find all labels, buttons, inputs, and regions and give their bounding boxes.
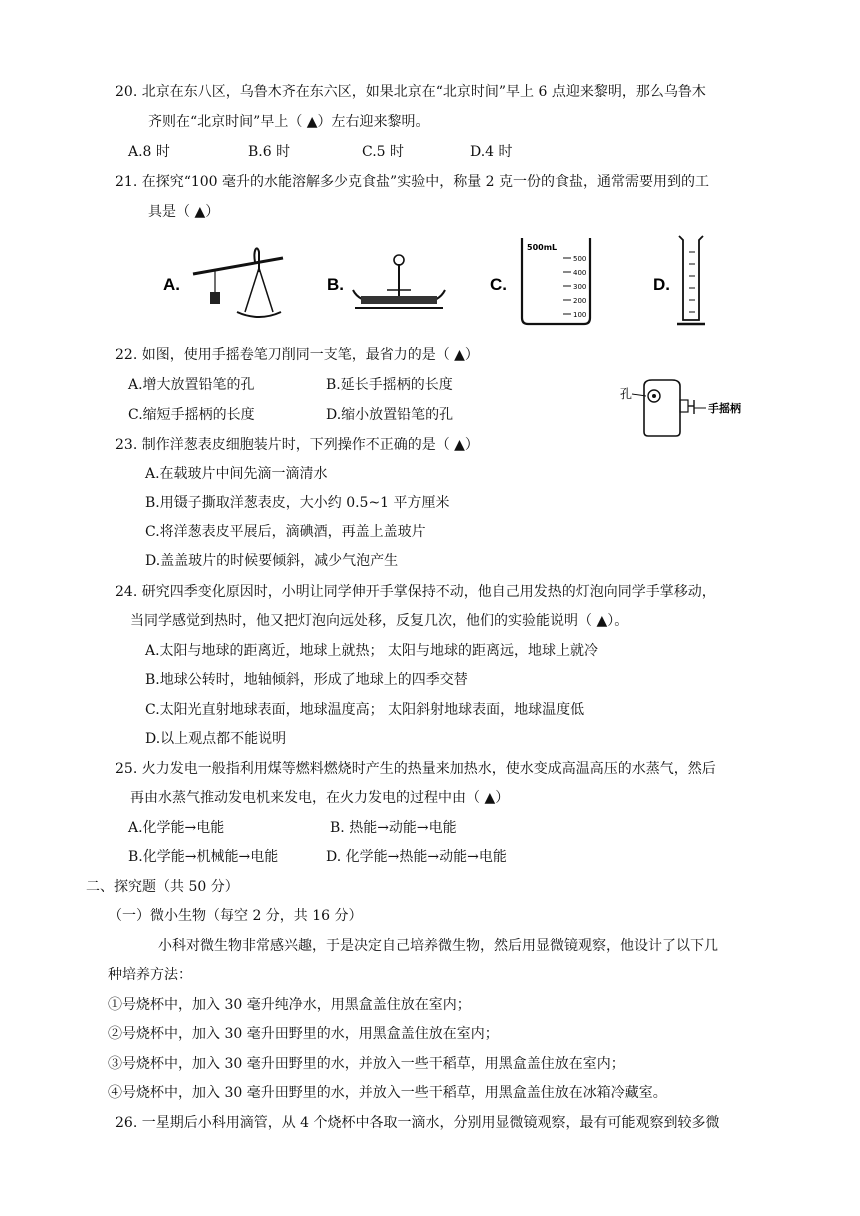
beaker-tick: 100 bbox=[573, 311, 587, 319]
q22-options-row-1 bbox=[0, 375, 600, 395]
figure-b-label: B. bbox=[327, 275, 344, 294]
q20-option-d: D.4 时 bbox=[470, 144, 513, 160]
q20-option-b: B.6 时 bbox=[248, 144, 291, 160]
q24-option-b: B.地球公转时，地轴倾斜，形成了地球上的四季交替 bbox=[145, 672, 468, 688]
section-2-intro-1: 小科对微生物非常感兴趣，于是决定自己培养微生物，然后用显微镜观察，他设计了以下几 bbox=[158, 938, 718, 954]
q20-options bbox=[0, 142, 860, 162]
section-2-title: 二、探究题（共 50 分） bbox=[86, 879, 239, 895]
figure-a-label: A. bbox=[163, 275, 180, 294]
q21-line-2: 具是（ ▲） bbox=[148, 204, 220, 220]
method-2: ②号烧杯中，加入 30 毫升田野里的水，用黑盒盖住放在室内； bbox=[108, 1026, 499, 1042]
q26-line-1: 26. 一星期后小科用滴管，从 4 个烧杯中各取一滴水，分别用显微镜观察，最有可能观察到较多微 bbox=[115, 1115, 720, 1131]
q22-option-d: D.缩小放置铅笔的孔 bbox=[326, 407, 454, 423]
handle-label: 手摇柄 bbox=[708, 402, 741, 415]
q24-option-a: A.太阳与地球的距离近，地球上就热； 太阳与地球的距离远，地球上就冷 bbox=[145, 643, 599, 659]
figure-c-beaker bbox=[490, 238, 590, 324]
beaker-tick: 400 bbox=[573, 269, 587, 277]
q25-option-b: B. 热能→动能→电能 bbox=[330, 820, 457, 836]
figure-d-label: D. bbox=[653, 275, 670, 294]
q22-option-b: B.延长手摇柄的长度 bbox=[326, 377, 453, 393]
q20-line-2: 齐则在“北京时间”早上（ ▲）左右迎来黎明。 bbox=[148, 114, 430, 130]
q23-option-b: B.用镊子撕取洋葱表皮，大小约 0.5~1 平方厘米 bbox=[145, 495, 450, 511]
q21-line-1: 21. 在探究“100 毫升的水能溶解多少克食盐”实验中，称量 2 克一份的食盐，通常需要用到的工 bbox=[115, 174, 710, 190]
method-3: ③号烧杯中，加入 30 毫升田野里的水，并放入一些干稻草，用黑盒盖住放在室内； bbox=[108, 1056, 625, 1072]
q23-option-c: C.将洋葱表皮平展后，滴碘酒，再盖上盖玻片 bbox=[145, 524, 426, 540]
q23-option-d: D.盖盖玻片的时候要倾斜，减少气泡产生 bbox=[145, 553, 399, 569]
q24-option-c: C.太阳光直射地球表面，地球温度高； 太阳斜射地球表面，地球温度低 bbox=[145, 702, 585, 718]
q20-line-1: 20. 北京在东八区，乌鲁木齐在东六区，如果北京在“北京时间”早上 6 点迎来黎明，那么乌鲁木 bbox=[115, 84, 706, 100]
q24-option-d: D.以上观点都不能说明 bbox=[145, 731, 287, 747]
q25-option-d: D. 化学能→热能→动能→电能 bbox=[326, 849, 507, 865]
beaker-tick: 200 bbox=[573, 297, 587, 305]
q20-option-a: A.8 时 bbox=[128, 144, 170, 160]
q25-options-row-1 bbox=[0, 818, 860, 838]
hole-label: 孔 bbox=[620, 387, 633, 401]
q25-option-c: B.化学能→机械能→电能 bbox=[128, 849, 279, 865]
q22-sharpener-figure bbox=[614, 376, 764, 440]
figure-d-cylinder bbox=[653, 236, 705, 324]
figure-c-label: C. bbox=[490, 275, 507, 294]
q22-option-c: C.缩短手摇柄的长度 bbox=[128, 407, 255, 423]
q21-figures bbox=[155, 232, 715, 332]
q25-line-2: 再由水蒸气推动发电机来发电，在火力发电的过程中由（ ▲） bbox=[130, 790, 510, 806]
q25-line-1: 25. 火力发电一般指利用煤等燃料燃烧时产生的热量来加热水，使水变成高温高压的水蒸气，然后 bbox=[115, 761, 716, 777]
q23-option-a: A.在载玻片中间先滴一滴清水 bbox=[145, 466, 328, 482]
method-1: ①号烧杯中，加入 30 毫升纯净水，用黑盒盖住放在室内； bbox=[108, 997, 471, 1013]
q25-options-row-2 bbox=[0, 847, 860, 867]
q22-option-a: A.增大放置铅笔的孔 bbox=[128, 377, 255, 393]
section-2-intro-2: 种培养方法： bbox=[108, 967, 192, 983]
q20-option-c: C.5 时 bbox=[362, 144, 405, 160]
figure-b-balance bbox=[327, 255, 445, 308]
beaker-tick: 500 bbox=[573, 255, 587, 263]
q24-line-1: 24. 研究四季变化原因时，小明让同学伸开手掌保持不动，他自己用发热的灯泡向同学手掌移动， bbox=[115, 584, 716, 600]
q22-line-1: 22. 如图，使用手摇卷笔刀削同一支笔，最省力的是（ ▲） bbox=[115, 347, 479, 363]
q25-option-a: A.化学能→电能 bbox=[128, 820, 225, 836]
section-2-subtitle: （一）微小生物（每空 2 分，共 16 分） bbox=[108, 908, 363, 924]
beaker-capacity-label: 500mL bbox=[527, 243, 558, 252]
beaker-tick: 300 bbox=[573, 283, 587, 291]
method-4: ④号烧杯中，加入 30 毫升田野里的水，并放入一些干稻草，用黑盒盖住放在冰箱冷藏室。 bbox=[108, 1085, 667, 1101]
figure-a-steelyard bbox=[163, 248, 283, 317]
q23-line-1: 23. 制作洋葱表皮细胞装片时，下列操作不正确的是（ ▲） bbox=[115, 437, 479, 453]
q22-options-row-2 bbox=[0, 405, 600, 425]
q24-line-2: 当同学感觉到热时，他又把灯泡向远处移，反复几次，他们的实验能说明（ ▲）。 bbox=[130, 613, 629, 629]
